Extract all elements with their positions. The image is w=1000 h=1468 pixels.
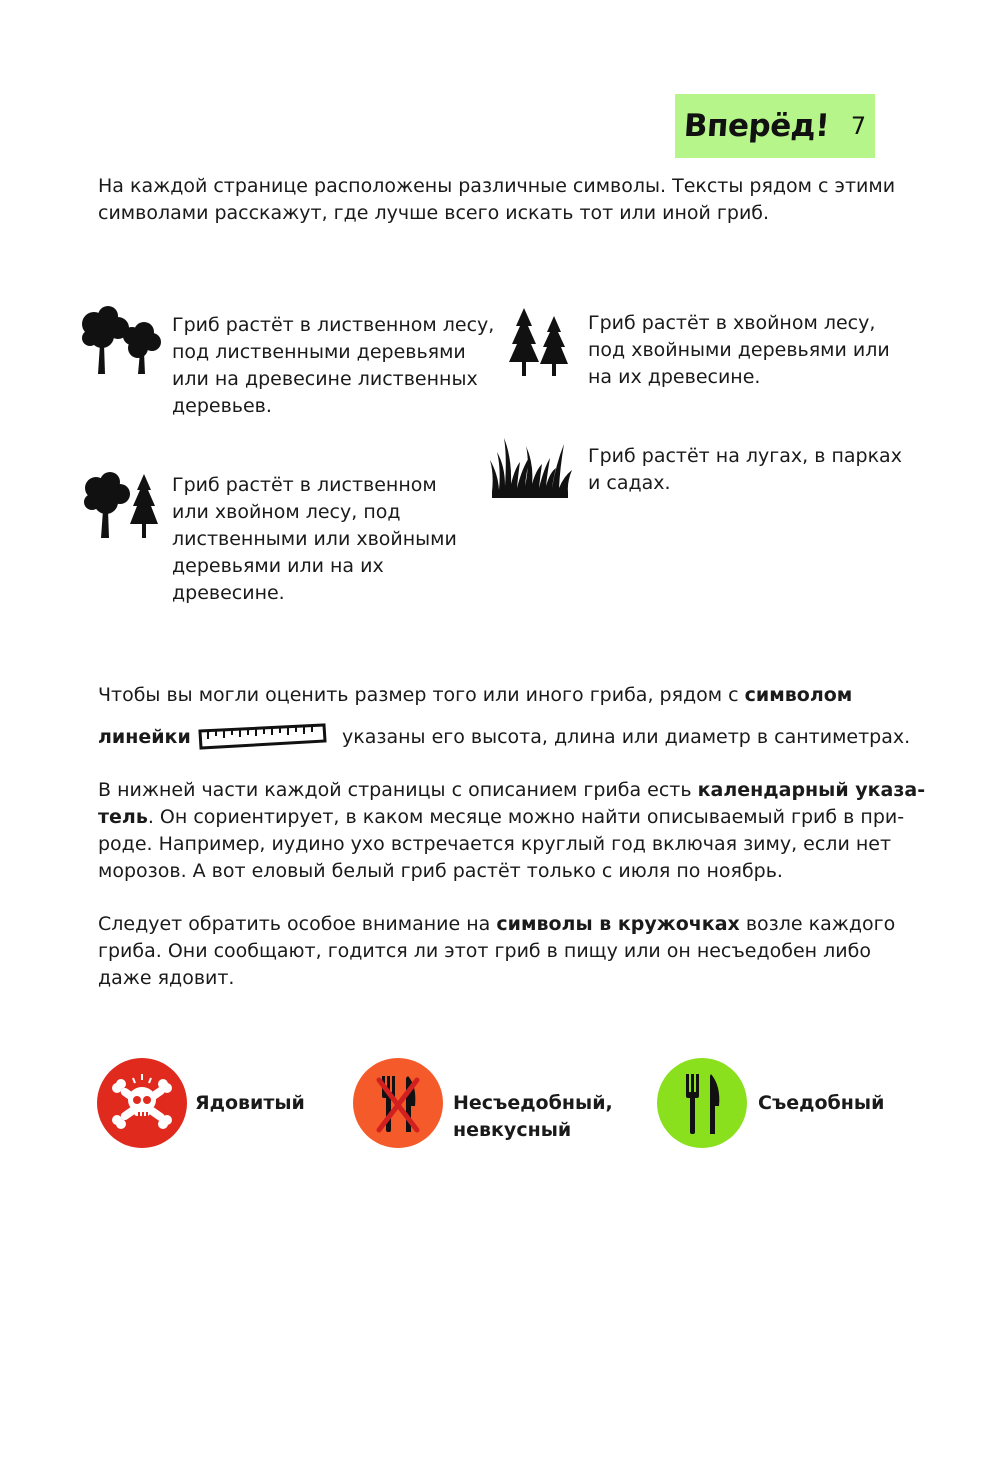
habitat-line: на их древесине. (588, 366, 761, 388)
text-span: . Он сориентирует, в каком месяце можно найти описываемый гриб в при- (147, 806, 905, 828)
habitat-text-grass (588, 443, 902, 497)
habitat-line: или хвойном лесу, под (172, 501, 401, 523)
para-line: даже ядовит. (98, 967, 235, 989)
habitat-line: и садах. (588, 472, 671, 494)
ruler-paragraph-rest: указаны его высота, длина или диаметр в сантиметрах. (342, 726, 911, 748)
habitat-line: древесине. (172, 582, 285, 604)
intro-line: символами расскажут, где лучше всего искать тот или иной гриб. (98, 202, 770, 224)
label-line: Съедобный (758, 1092, 885, 1114)
intro-line: На каждой странице расположены различные символы. Тексты рядом с этими (98, 175, 896, 197)
habitat-line: Гриб растёт на лугах, в парках (588, 445, 902, 467)
para-line: роде. Например, иудино ухо встречается круглый год включая зиму, если нет (98, 833, 892, 855)
text-span: Следует обратить особое внимание на (98, 913, 497, 935)
ruler-icon (196, 721, 328, 751)
text-span: В нижней части каждой страницы с описанием гриба есть (98, 779, 698, 801)
para-line: морозов. А вот еловый белый гриб растёт только с июля по ноябрь. (98, 860, 783, 882)
text-span: возле каждого (739, 913, 896, 935)
ruler-paragraph-line2 (98, 724, 191, 751)
conifer-trees-icon (508, 306, 572, 378)
legend-label-inedible (453, 1090, 613, 1144)
para-line (98, 911, 895, 938)
para-line: гриба. Они сообщают, годится ли этот гриб в пищу или он несъедобен либо (98, 940, 871, 962)
habitat-line: Гриб растёт в хвойном лесу, (588, 312, 876, 334)
intro-paragraph (98, 173, 895, 227)
habitat-line: или на древесине лиственных (172, 368, 478, 390)
grass-icon (490, 434, 574, 500)
habitat-line: под лиственными деревьями (172, 341, 466, 363)
label-line: Несъедобный, (453, 1092, 613, 1114)
text-bold: тель (98, 806, 148, 828)
label-line: невкусный (453, 1119, 572, 1141)
legend-label-poisonous (195, 1090, 305, 1117)
habitat-line: под хвойными деревьями или (588, 339, 890, 361)
chapter-tab (675, 94, 875, 158)
text-bold: символом (744, 684, 853, 706)
habitat-text-conifer (588, 310, 890, 391)
habitat-line: Гриб растёт в лиственном (172, 474, 437, 496)
text-bold: календарный указа- (697, 779, 926, 801)
para-line (98, 777, 925, 804)
habitat-line: деревьями или на их (172, 555, 384, 577)
habitat-line: лиственными или хвойными (172, 528, 457, 550)
crossed-cutlery-icon (353, 1058, 443, 1148)
ruler-paragraph-line1 (98, 682, 852, 709)
chapter-title: Вперёд! (682, 108, 831, 144)
text-span: Чтобы вы могли оценить размер того или иного гриба, рядом с (98, 684, 745, 706)
inedible-badge (353, 1058, 443, 1148)
poisonous-badge (97, 1058, 187, 1148)
mixed-forest-icon (82, 470, 162, 542)
habitat-line: Гриб растёт в лиственном лесу, (172, 314, 495, 336)
habitat-text-deciduous (172, 312, 494, 420)
legend-label-edible (758, 1090, 884, 1117)
label-line: Ядовитый (195, 1092, 305, 1114)
cutlery-icon (657, 1058, 747, 1148)
edible-badge (657, 1058, 747, 1148)
text-bold: символы в кружочках (496, 913, 740, 935)
para-line (98, 804, 925, 831)
skull-crossbones-icon (97, 1058, 187, 1148)
calendar-paragraph (98, 777, 925, 885)
habitat-line: деревьев. (172, 395, 272, 417)
deciduous-trees-icon (80, 306, 164, 376)
habitat-text-mixed (172, 472, 457, 607)
page-number: 7 (850, 112, 867, 140)
circles-paragraph (98, 911, 895, 992)
text-bold: линейки (98, 726, 191, 748)
